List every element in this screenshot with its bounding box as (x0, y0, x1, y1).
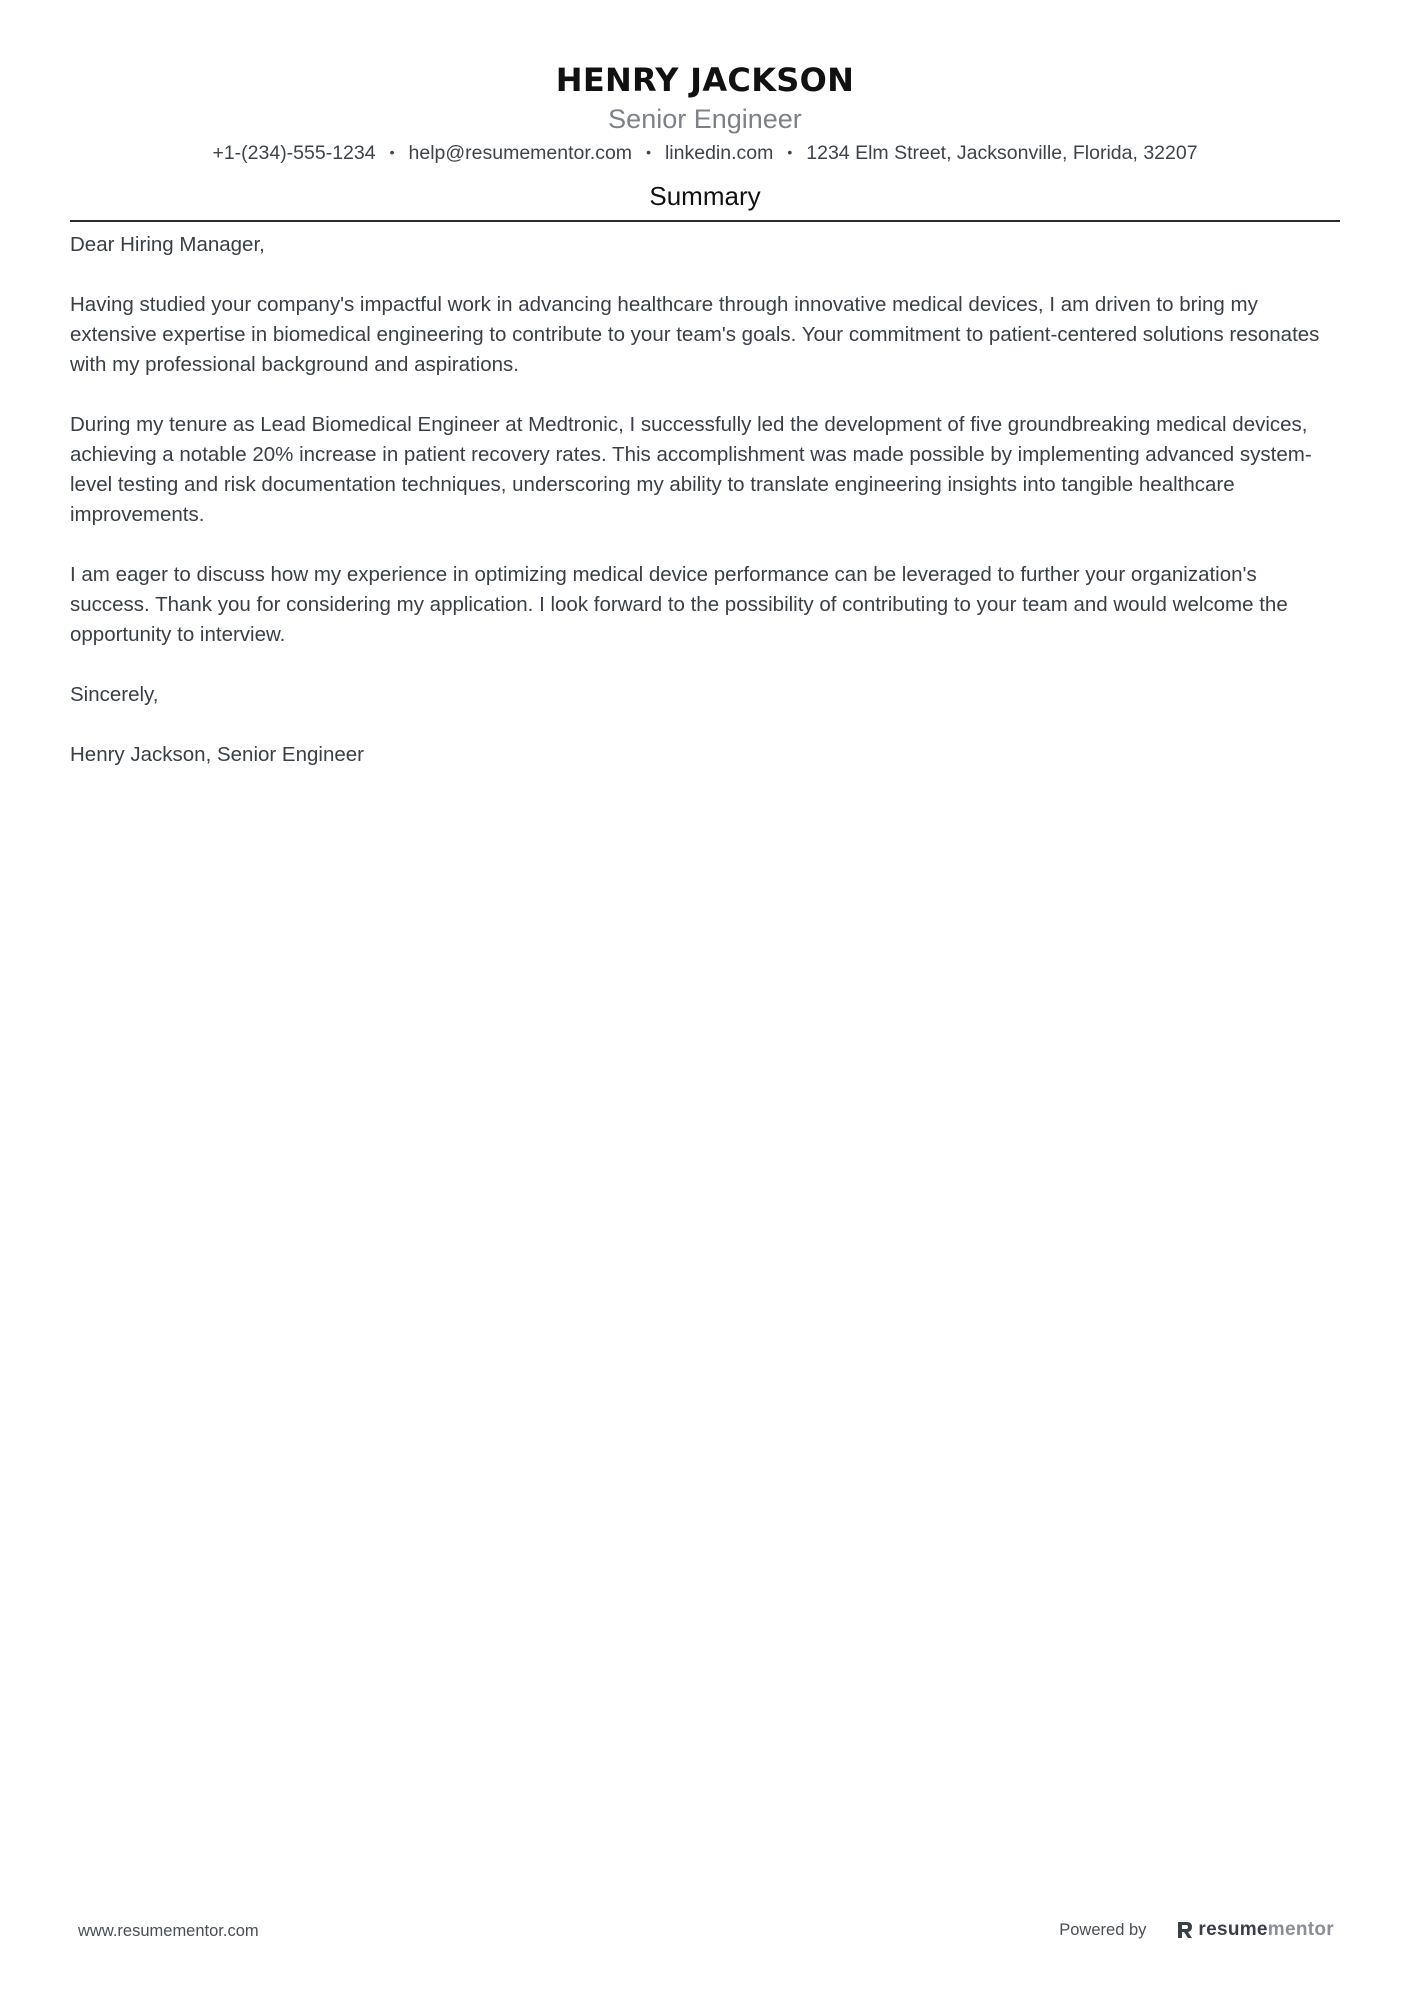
paragraph-closing: I am eager to discuss how my experience in optimizing medical device performance can be leveraged to further your organization's success. Thank you for considering my application. I look forward to the possibility of contributing to your team and would welcome the opportunity to interview. (70, 563, 1288, 646)
paragraph-intro: Having studied your company's impactful work in advancing healthcare through innovative medical devices, I am driven to bring my extensive expertise in biomedical engineering to contribute to your team's goals. Your commitment to patient-centered solutions resonates with my professional background and aspirations. (70, 293, 1320, 376)
contact-separator: • (389, 144, 395, 160)
footer-website[interactable]: www.resumementor.com (78, 1922, 259, 1940)
contact-email[interactable]: help@resumementor.com (408, 142, 633, 164)
candidate-role: Senior Engineer (608, 104, 802, 134)
letter-body (70, 230, 1340, 800)
letter-header (0, 58, 1410, 167)
paragraph-experience: During my tenure as Lead Biomedical Engineer at Medtronic, I successfully led the development of five groundbreaking medical devices, achieving a notable 20% increase in patient recovery rates. This accomplishment was made possible by implementing advanced system-level testing and risk documentation techniques, underscoring my ability to translate engineering insights into tangible healthcare improvements. (70, 413, 1312, 526)
brand-name-strong: resume (1198, 1919, 1268, 1940)
contact-linkedin[interactable]: linkedin.com (664, 142, 774, 164)
signature: Henry Jackson, Senior Engineer (70, 743, 364, 766)
section-divider (70, 220, 1340, 222)
brand-name-light: mentor (1267, 1919, 1334, 1940)
section-title: Summary (649, 181, 761, 211)
powered-by-label: Powered by (1059, 1920, 1147, 1939)
contact-line (0, 138, 1410, 167)
resumementor-logo-icon (1176, 1920, 1194, 1940)
candidate-name: HENRY JACKSON (555, 61, 855, 99)
closing: Sincerely, (70, 683, 159, 706)
brand-logo-link[interactable] (1176, 1919, 1334, 1941)
contact-address: 1234 Elm Street, Jacksonville, Florida, 32207 (806, 142, 1198, 164)
salutation: Dear Hiring Manager, (70, 233, 265, 256)
contact-separator: • (646, 144, 651, 160)
footer-branding (1059, 1914, 1334, 1946)
brand-name (1198, 1919, 1334, 1941)
contact-separator: • (787, 144, 793, 160)
contact-phone: +1-(234)-555-1234 (212, 142, 376, 164)
